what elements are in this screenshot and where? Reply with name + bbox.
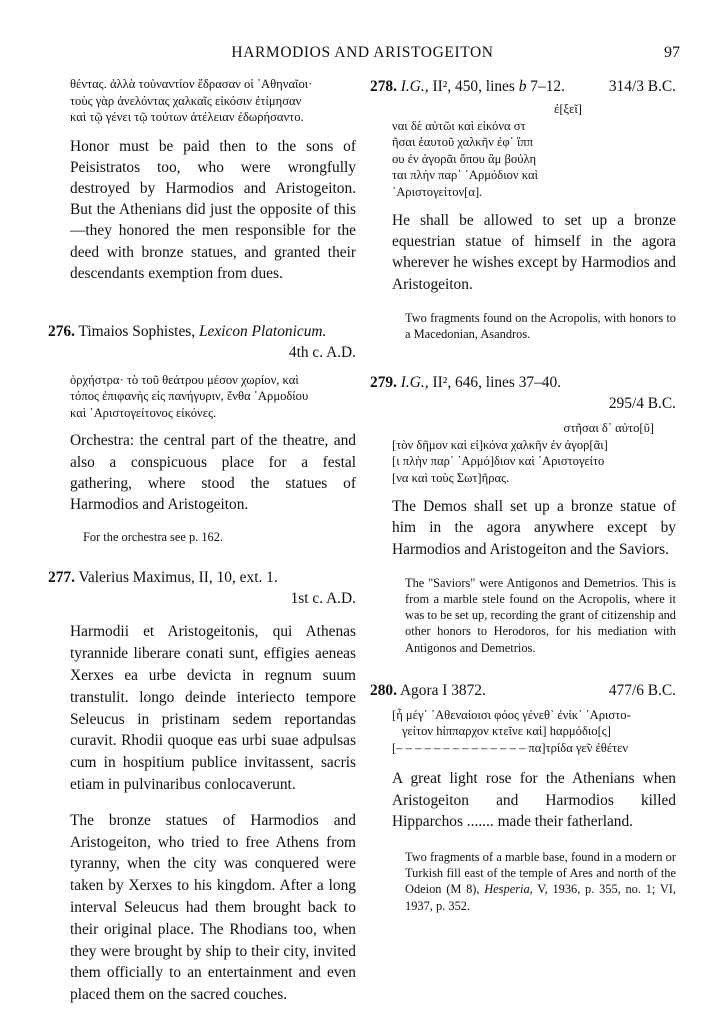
note-reference: V, 1936, p. 355, no. 1; VI, 1937, p. 352. [405, 882, 677, 913]
greek-line: καὶ ᾽Αριστογείτονος εἰκόνες. [70, 405, 217, 420]
entry-note: Two fragments found on the Acropolis, with honors to a Macedonian, Asandros. [405, 310, 676, 342]
entry-heading [370, 680, 676, 701]
entry-date: 477/6 B.C. [608, 681, 676, 699]
entry-translation: The Demos shall set up a bronze statue of him in the agora anywhere except by Harmodios and Aristogeiton and the Saviors. [392, 498, 676, 558]
greek-line: [– – – – – – – – – – – – – – πα]τρίδα γε̃ν ἐθέτεν [392, 740, 629, 755]
entry-date: 314/3 B.C. [608, 78, 676, 95]
greek-line: ῆσαι ἑαυτοῦ χαλκῆν ἐφ᾽ ἵππ [392, 135, 534, 149]
greek-line: ὀρχήστρα· τὸ τοῦ θεάτρου μέσον χωρίον, καὶ [70, 372, 299, 387]
greek-line: [να καὶ τοὺς Σωτ]ῆρας. [392, 470, 510, 485]
entry-heading [48, 321, 356, 363]
entry-heading [48, 567, 356, 609]
greek-line: τόπος ἐπιφανὴς εἰς πανήγυριν, ἔνθα ῾Αρμοδίου [70, 389, 309, 404]
greek-line: στῆσαι δ᾽ αὐτο[ῦ] [563, 421, 654, 436]
entry-translation: A great light rose for the Athenians when Aristogeiton and Harmodios killed Hipparchos ....... made their fatherland. [392, 770, 676, 830]
greek-line: [τὸν δῆμον καὶ εἰ]κόνα χαλκῆν ἐν ἀγορ[ᾶι] [392, 437, 608, 452]
right-column [370, 76, 676, 914]
greek-line: [ἦ μέγ᾽ ᾽Αθεναίοισι φόος γένεθ᾽ ἐνίκ᾽ ᾽Αριστο- [392, 707, 631, 722]
entry-source: Agora I 3872. [399, 681, 486, 699]
note-text: Two fragments of a marble base, found in a modern or Turkish fill east of the temple of Ares and north of the Odeion (M 8), [405, 849, 676, 897]
entry-note: The "Saviors" were Antigonos and Demetrios. This is from a marble stele found on the Acropolis, where it was to be set up, recording the grant of citizenship and other honors to Herodoros, for his mediation with Antigonos and Demetrios. [405, 575, 676, 655]
left-column [48, 76, 356, 1006]
entry-277 [48, 567, 356, 1006]
carry-greek-text [48, 76, 356, 126]
entry-heading [370, 372, 676, 414]
entry-source-title: I.G., [400, 78, 429, 95]
entry-greek-text [370, 101, 582, 200]
greek-line: καὶ τῷ γένει τῷ τούτων ἀτέλειαν ἐδωρήσαντο. [70, 110, 304, 124]
greek-line: γείτον hίππαρχον κτεῖνε καὶ] hαρμόδιο[ς] [402, 724, 611, 739]
entry-latin-text: Harmodii et Aristogeitonis, qui Athenas tyrannide liberare conati sunt, effigies aeneas Xerxes ea urbe devicta in regnum suum transtulit. longo deinde interiecto tempore Seleucus in pristinam sedem reportandas curavit. Rhodii quoque eas urbi suae adpulsas cum in hospitium publice invitassent, sacris etiam in pulvinaribus conlocaverunt. [70, 623, 356, 794]
greek-line: ᾽Αριστογείτον[α]. [392, 184, 483, 199]
entry-source-lines: 7–12. [530, 78, 565, 95]
entry-number: 276. [48, 322, 75, 340]
greek-line: τοὺς γὰρ ἀνελόντας χαλκαῖς εἰκόσιν ἐτίμησαν [70, 93, 302, 108]
greek-line: ται πλὴν παρ᾽ ῾Αρμόδιον καὶ [392, 168, 538, 182]
entry-number: 277. [48, 569, 75, 587]
entry-280 [370, 680, 676, 914]
entry-translation: Orchestra: the central part of the theatre, and also a conspicuous place for a festal gathering, where stood the statues of Harmodios and Aristogeiton. [70, 432, 356, 514]
entry-278 [370, 76, 676, 342]
entry-greek-text [370, 707, 676, 757]
entry-date: 295/4 B.C. [608, 395, 676, 413]
running-header [0, 44, 725, 68]
entry-279 [370, 372, 676, 656]
page-header-title: HARMODIOS AND ARISTOGEITON [231, 44, 494, 61]
entry-translation: He shall be allowed to set up a bronze equestrian statue of himself in the agora wherever he wishes except by Harmodios and Aristogeiton. [392, 212, 676, 293]
entry-translation: The bronze statues of Harmodios and Aristogeiton, who tried to free Athens from tyranny, when the city was conquered were taken by Xerxes to his kingdom. After a long interval Seleucus had them brought back to their original place. The Rhodians too, when they were brought by ship to their city, invited them officially to an entertainment and even placed them on the sacred couches. [70, 811, 356, 1004]
greek-line: ου ἐν ἀγορᾶι ὅπου ἂμ βούλη [392, 151, 537, 166]
entry-source-title: I.G., [400, 374, 429, 392]
entry-source: II², 646, lines 37–40. [432, 374, 562, 392]
entry-date: 1st c. A.D. [290, 590, 356, 608]
entry-source: II², 450, lines [432, 78, 515, 95]
greek-line: [ι πλὴν παρ᾽ ῾Αρμό]διον καὶ ᾽Αριστογείτο [392, 454, 605, 469]
entry-source: Timaios Sophistes, [78, 322, 196, 340]
entry-date: 4th c. A.D. [288, 343, 356, 361]
entry-number: 278. [370, 78, 397, 95]
entry-number: 280. [370, 681, 397, 699]
entry-source: Valerius Maximus, II, 10, ext. 1. [78, 569, 278, 587]
entry-source-face: b [518, 78, 527, 95]
entry-number: 279. [370, 374, 397, 392]
entry-greek-text [48, 372, 356, 422]
entry-heading [370, 76, 676, 97]
greek-line: ναι δὲ αὐτῶι καὶ εἰκόνα στ [392, 118, 526, 133]
entry-276 [48, 321, 356, 546]
entry-note [370, 849, 676, 914]
page-number: 97 [664, 44, 680, 61]
greek-line: ἐ[ξεῖ] [554, 102, 582, 116]
entry-greek-text [370, 420, 654, 486]
entry-note: For the orchestra see p. 162. [83, 530, 224, 545]
entry-source-title: Lexicon Platonicum. [198, 322, 327, 340]
greek-line: θέντας. ἀλλὰ τοὐναντίον ἔδρασαν οἱ ᾽Αθηναῖοι· [70, 77, 313, 91]
carry-translation: Honor must be paid then to the sons of Peisistratos too, who were wrongfully destroyed by Harmodios and Aristogeiton. But the Athenians did just the opposite of this—they honored the men responsible for the deed with bronze statues, and granted their descendants exemption from dues. [70, 137, 356, 282]
note-journal: Hesperia, [484, 882, 533, 897]
